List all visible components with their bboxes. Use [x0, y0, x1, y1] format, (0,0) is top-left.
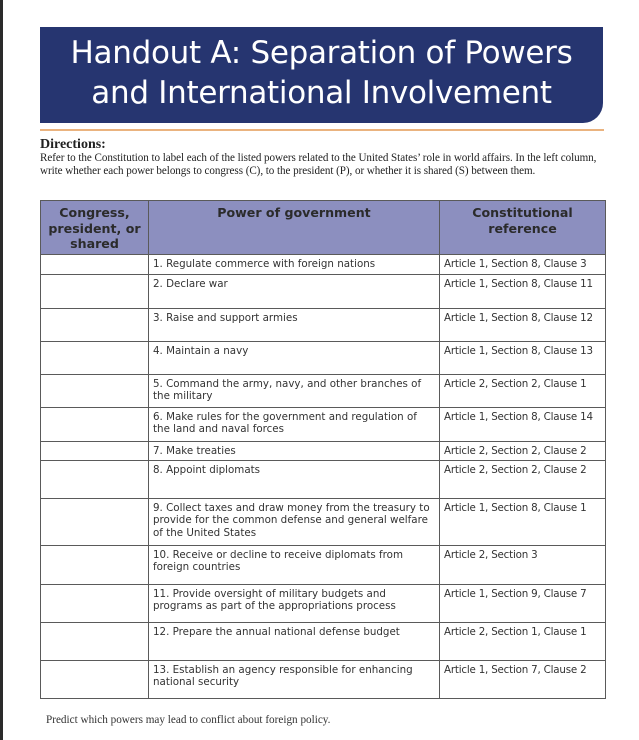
power-cell: 7. Make treaties — [149, 442, 440, 461]
answer-cell[interactable] — [41, 661, 149, 699]
table-row — [41, 585, 606, 623]
handout-title-banner — [40, 27, 603, 123]
table-row — [41, 275, 606, 309]
directions-text: Refer to the Constitution to label each of the listed powers related to the United States’ role in world affairs. In the left column, write whether each power belongs to congress (C), to the president (P), or whether it is shared (S) between them. — [40, 152, 597, 177]
reference-cell: Article 1, Section 8, Clause 14 — [440, 408, 606, 442]
header-reference: Constitutional reference — [440, 201, 606, 255]
table-row — [41, 461, 606, 499]
reference-cell: Article 1, Section 8, Clause 11 — [440, 275, 606, 309]
reference-cell: Article 1, Section 8, Clause 12 — [440, 309, 606, 342]
power-cell: 1. Regulate commerce with foreign nations — [149, 255, 440, 275]
table-row — [41, 309, 606, 342]
answer-cell[interactable] — [41, 442, 149, 461]
reference-cell: Article 1, Section 7, Clause 2 — [440, 661, 606, 699]
power-cell: 13. Establish an agency responsible for enhancing national security — [149, 661, 440, 699]
handout-title-line-1: Handout A: Separation of Powers — [70, 35, 573, 71]
reference-cell: Article 2, Section 2, Clause 2 — [440, 461, 606, 499]
answer-cell[interactable] — [41, 309, 149, 342]
power-cell: 3. Raise and support armies — [149, 309, 440, 342]
powers-table — [40, 200, 606, 699]
reference-cell: Article 1, Section 8, Clause 13 — [440, 342, 606, 375]
answer-cell[interactable] — [41, 342, 149, 375]
header-answer: Congress, president, or shared — [41, 201, 149, 255]
reference-cell: Article 2, Section 2, Clause 2 — [440, 442, 606, 461]
power-cell: 8. Appoint diplomats — [149, 461, 440, 499]
directions-section — [40, 137, 606, 178]
power-cell: 2. Declare war — [149, 275, 440, 309]
title-divider — [40, 129, 604, 131]
answer-cell[interactable] — [41, 461, 149, 499]
prediction-prompt: Predict which powers may lead to conflict about foreign policy. — [46, 714, 331, 726]
answer-cell[interactable] — [41, 255, 149, 275]
table-header-row — [41, 201, 606, 255]
reference-cell: Article 1, Section 8, Clause 1 — [440, 499, 606, 546]
table-row — [41, 375, 606, 408]
table-row — [41, 442, 606, 461]
reference-cell: Article 2, Section 3 — [440, 546, 606, 585]
answer-cell[interactable] — [41, 375, 149, 408]
table-row — [41, 546, 606, 585]
table-body — [41, 255, 606, 699]
power-cell: 9. Collect taxes and draw money from the treasury to provide for the common defense and general welfare of the United States — [149, 499, 440, 546]
handout-title-line-2: and International Involvement — [91, 75, 552, 111]
reference-cell: Article 2, Section 1, Clause 1 — [440, 623, 606, 661]
power-cell: 6. Make rules for the government and regulation of the land and naval forces — [149, 408, 440, 442]
directions-label: Directions: — [40, 137, 106, 152]
power-cell: 4. Maintain a navy — [149, 342, 440, 375]
reference-cell: Article 2, Section 2, Clause 1 — [440, 375, 606, 408]
power-cell: 5. Command the army, navy, and other branches of the military — [149, 375, 440, 408]
answer-cell[interactable] — [41, 275, 149, 309]
reference-cell: Article 1, Section 8, Clause 3 — [440, 255, 606, 275]
table-row — [41, 342, 606, 375]
answer-cell[interactable] — [41, 499, 149, 546]
table-row — [41, 408, 606, 442]
answer-cell[interactable] — [41, 585, 149, 623]
table-row — [41, 661, 606, 699]
table-row — [41, 623, 606, 661]
answer-cell[interactable] — [41, 408, 149, 442]
power-cell: 11. Provide oversight of military budgets and programs as part of the appropriations process — [149, 585, 440, 623]
answer-cell[interactable] — [41, 623, 149, 661]
table-row — [41, 255, 606, 275]
answer-cell[interactable] — [41, 546, 149, 585]
power-cell: 12. Prepare the annual national defense budget — [149, 623, 440, 661]
table-row — [41, 499, 606, 546]
window-edge — [0, 0, 3, 740]
power-cell: 10. Receive or decline to receive diplomats from foreign countries — [149, 546, 440, 585]
header-power: Power of government — [149, 201, 440, 255]
reference-cell: Article 1, Section 9, Clause 7 — [440, 585, 606, 623]
